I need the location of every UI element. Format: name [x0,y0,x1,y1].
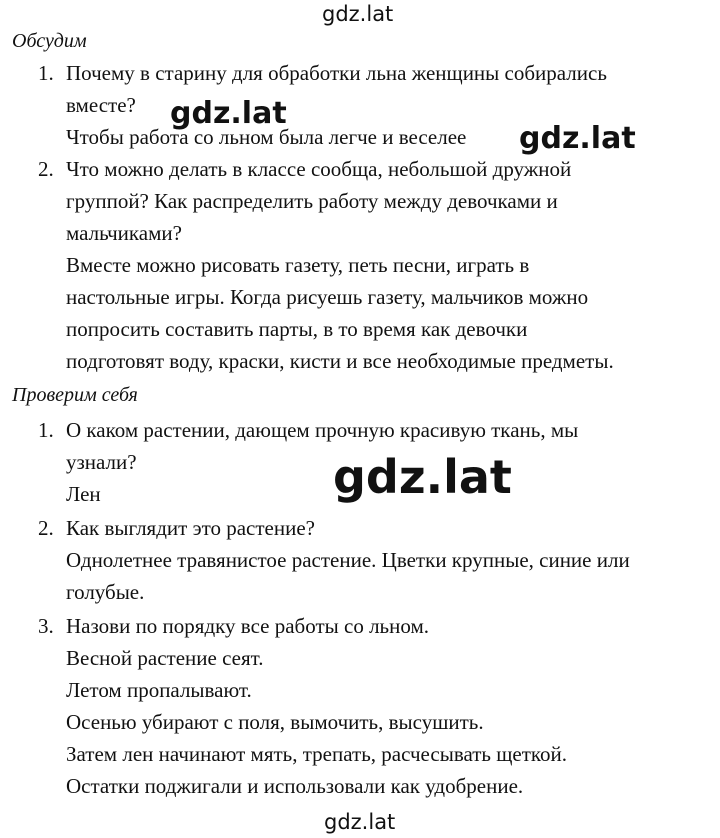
question-line: вместе? [66,93,136,117]
question-line: Как выглядит это растение? [66,516,315,540]
item-number: 2. [38,516,54,540]
answer-line: Весной растение сеят. [66,646,264,670]
watermark-bottom: gdz.lat [324,810,396,834]
item-number: 2. [38,157,54,181]
question-line: Назови по порядку все работы со льном. [66,614,429,638]
item-number: 1. [38,418,54,442]
question-line: Что можно делать в классе сообща, небольшой дружной [66,157,572,181]
answer-line: Чтобы работа со льном была легче и веселее [66,125,467,149]
answer-line: Остатки поджигали и использовали как удобрение. [66,774,524,798]
question-line: группой? Как распределить работу между девочками и [66,189,558,213]
item-number: 1. [38,61,54,85]
answer-line: Затем лен начинают мять, трепать, расчесывать щеткой. [66,742,568,766]
answer-line: Осенью убирают с поля, вымочить, высушить. [66,710,484,734]
answer-line: голубые. [66,580,145,604]
answer-line: Однолетнее травянистое растение. Цветки крупные, синие или [66,548,630,572]
section-title-discuss: Обсудим [12,30,87,52]
question-line: О каком растении, дающем прочную красивую ткань, мы [66,418,579,442]
answer-line: подготовят воду, краски, кисти и все необходимые предметы. [66,349,614,373]
question-line: Почему в старину для обработки льна женщины собирались [66,61,607,85]
question-line: узнали? [66,450,137,474]
answer-line: настольные игры. Когда рисуешь газету, мальчиков можно [66,285,589,309]
watermark-overlay: gdz.lat [170,96,287,131]
watermark-overlay-large: gdz.lat [333,450,512,504]
item-number: 3. [38,614,54,638]
section-title-check-yourself: Проверим себя [12,384,138,406]
watermark-top: gdz.lat [322,2,394,26]
answer-line: Вместе можно рисовать газету, петь песни, играть в [66,253,530,277]
answer-line: Летом пропалывают. [66,678,252,702]
answer-line: Лен [66,482,101,506]
answer-line: попросить составить парты, в то время как девочки [66,317,528,341]
question-line: мальчиками? [66,221,182,245]
watermark-overlay: gdz.lat [519,121,636,156]
